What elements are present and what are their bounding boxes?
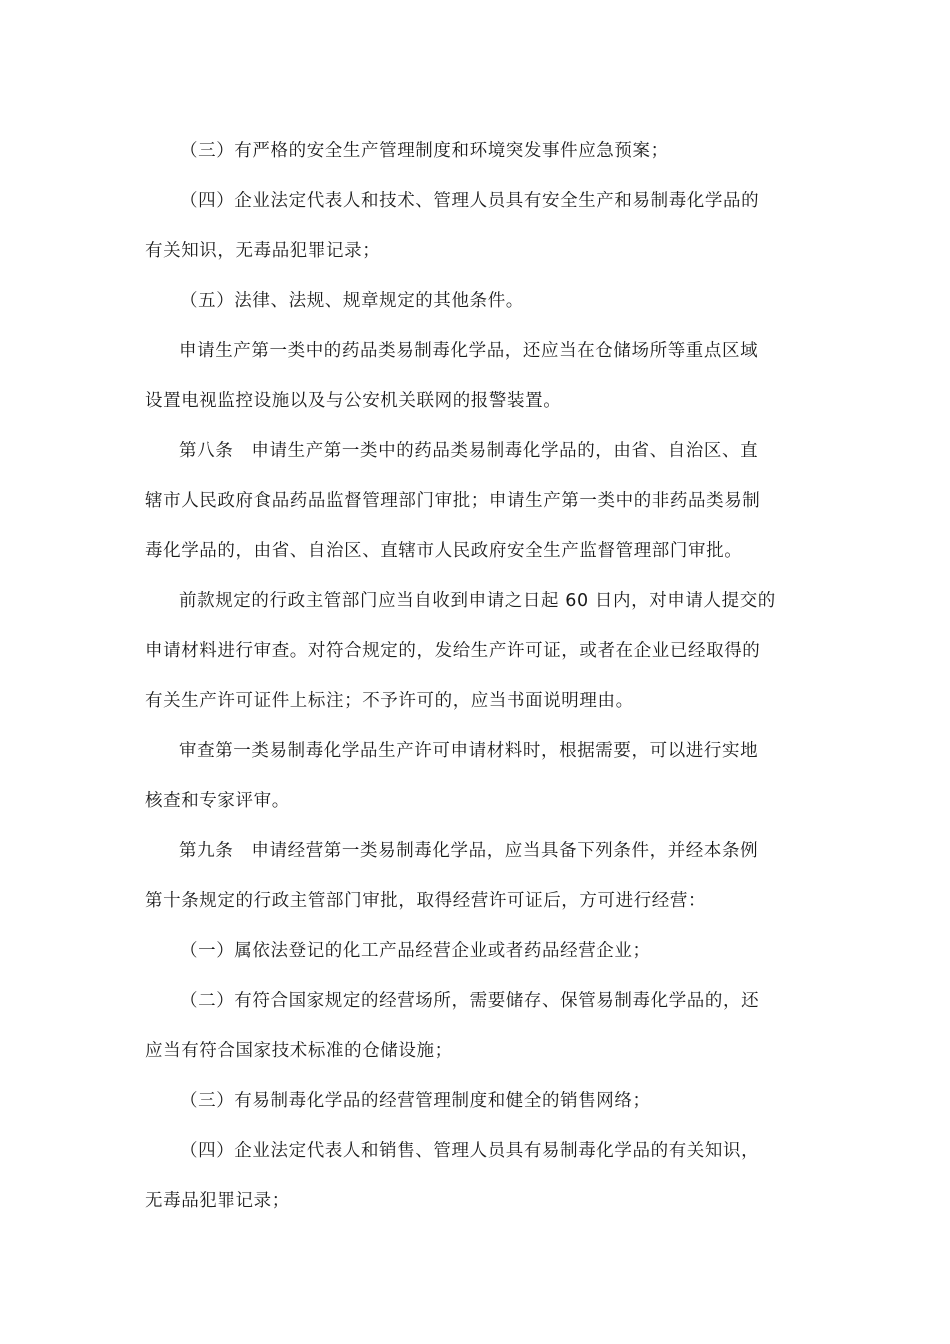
clause-4-line-2: 有关知识，无毒品犯罪记录；	[145, 241, 381, 261]
article-8-line-3: 毒化学品的，由省、自治区、直辖市人民政府安全生产监督管理部门审批。	[145, 541, 743, 561]
condition-4-line-1: （四）企业法定代表人和销售、管理人员具有易制毒化学品的有关知识，	[180, 1141, 760, 1161]
article-8-line-2: 辖市人民政府食品药品监督管理部门审批；申请生产第一类中的非药品类易制	[145, 491, 761, 511]
paragraph-review-line-1: 前款规定的行政主管部门应当自收到申请之日起 60 日内，对申请人提交的	[179, 591, 776, 611]
clause-3-line: （三）有严格的安全生产管理制度和环境突发事件应急预案；	[180, 141, 669, 161]
paragraph-monitoring-line-2: 设置电视监控设施以及与公安机关联网的报警装置。	[145, 391, 562, 411]
clause-4-line-1: （四）企业法定代表人和技术、管理人员具有安全生产和易制毒化学品的	[180, 191, 760, 211]
article-9-line-2: 第十条规定的行政主管部门审批，取得经营许可证后，方可进行经营：	[145, 891, 707, 911]
document-body	[145, 128, 805, 1228]
condition-4-line-2: 无毒品犯罪记录；	[145, 1191, 290, 1211]
clause-5-line: （五）法律、法规、规章规定的其他条件。	[180, 291, 524, 311]
paragraph-inspection-line-1: 审查第一类易制毒化学品生产许可申请材料时，根据需要，可以进行实地	[179, 741, 759, 761]
paragraph-review-line-3: 有关生产许可证件上标注；不予许可的，应当书面说明理由。	[145, 691, 634, 711]
article-9-line-1: 第九条 申请经营第一类易制毒化学品，应当具备下列条件，并经本条例	[179, 841, 759, 861]
article-8-line-1: 第八条 申请生产第一类中的药品类易制毒化学品的，由省、自治区、直	[179, 441, 759, 461]
condition-1-line: （一）属依法登记的化工产品经营企业或者药品经营企业；	[180, 941, 651, 961]
condition-2-line-1: （二）有符合国家规定的经营场所，需要储存、保管易制毒化学品的，还	[180, 991, 760, 1011]
paragraph-inspection-line-2: 核查和专家评审。	[145, 791, 290, 811]
paragraph-monitoring-line-1: 申请生产第一类中的药品类易制毒化学品，还应当在仓储场所等重点区域	[179, 341, 759, 361]
condition-2-line-2: 应当有符合国家技术标准的仓储设施；	[145, 1041, 453, 1061]
condition-3-line: （三）有易制毒化学品的经营管理制度和健全的销售网络；	[180, 1091, 651, 1111]
paragraph-review-line-2: 申请材料进行审查。对符合规定的，发给生产许可证，或者在企业已经取得的	[145, 641, 761, 661]
